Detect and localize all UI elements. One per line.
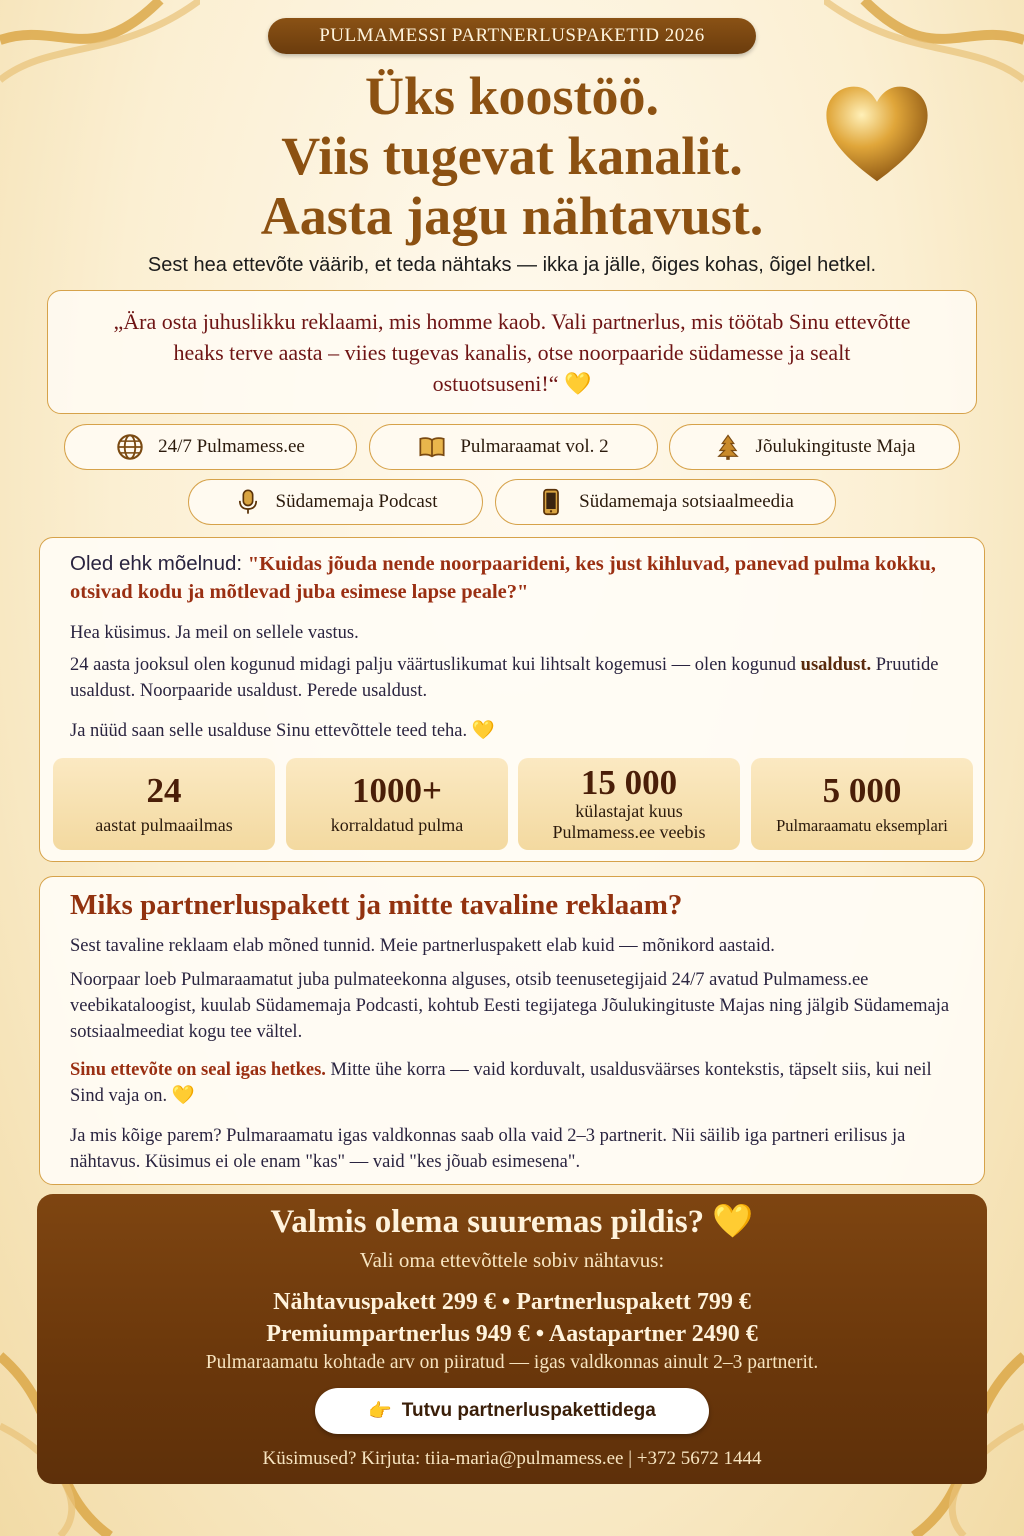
quote-box: „Ära osta juhuslikku reklaami, mis homme kaob. Vali partnerlus, mis töötab Sinu ettevõtte heaks terve aasta – viies tugevas kanalis, otse noorpaaride südamesse ja sealt ostuotsuseni!“ 💛 — [47, 290, 977, 414]
why-card — [39, 876, 985, 1185]
stat-label: Pulmaraamatu eksemplari — [776, 815, 948, 835]
book-icon — [418, 433, 446, 461]
phone-icon — [537, 488, 565, 516]
channel-chip-joulukingituste-maja[interactable] — [669, 424, 960, 470]
microphone-icon — [234, 488, 262, 516]
button-label: Tutvu partnerluspakettidega — [401, 1400, 656, 1421]
intro-text: 24 aasta jooksul olen kogunud midagi palju väärtuslikumat kui lihtsalt kogemusi — olen kogunud — [70, 655, 801, 675]
stat-label: korraldatud pulma — [330, 814, 464, 835]
channel-label: Jõulukingituste Maja — [755, 436, 916, 457]
stat-card — [751, 758, 973, 850]
package-line: Nähtavuspakett 299 € • Partnerluspakett 799 € — [273, 1289, 751, 1315]
headline — [150, 66, 874, 246]
why-paragraph: Sest tavaline reklaam elab mõned tunnid. Meie partnerluspakett elab kuid — mõnikord aastaid. — [70, 936, 775, 956]
cta-subtitle: Vali oma ettevõttele sobiv nähtavus: — [359, 1248, 665, 1272]
channel-label: Südamemaja sotsiaalmeedia — [579, 491, 794, 512]
explore-packages-button[interactable] — [315, 1388, 709, 1434]
cta-panel — [37, 1194, 987, 1484]
intro-text: Pruutide usaldust. Noorpaaride usaldust. Perede usaldust. — [70, 655, 939, 701]
stat-label: aastat pulmaailmas — [95, 814, 233, 835]
headline-line: Viis tugevat kanalit. — [281, 126, 743, 186]
globe-icon — [116, 433, 144, 461]
why-text: Mitte ühe korra — vaid korduvalt, usaldusväärses kontekstis, täpselt siis, kui neil Sind vaja on. 💛 — [70, 1060, 932, 1106]
headline-line: Aasta jagu nähtavust. — [260, 186, 764, 246]
intro-paragraph: Hea küsimus. Ja meil on sellele vastus. — [70, 623, 359, 643]
section-title: Miks partnerluspakett ja mitte tavaline reklaam? — [70, 889, 683, 921]
stat-card — [286, 758, 508, 850]
stat-number: 1000+ — [352, 770, 442, 810]
contact-line[interactable]: Küsimused? Kirjuta: tiia-maria@pulmamess.ee | +372 5672 1444 — [262, 1448, 762, 1469]
why-paragraph: Ja mis kõige parem? Pulmaraamatu igas valdkonnas saab olla vaid 2–3 partnerit. Nii säilib iga partneri erilisus ja nähtavus. Küsimus ei ole enam "kas" — vaid "kes jõuab esimesena". — [70, 1126, 906, 1172]
cta-note: Pulmaraamatu kohtade arv on piiratud — igas valdkonnas ainult 2–3 partnerit. — [205, 1352, 819, 1373]
trust-highlight: usaldust. — [800, 655, 872, 675]
intro-paragraph: Ja nüüd saan selle usalduse Sinu ettevõttele teed teha. 💛 — [70, 721, 495, 741]
intro-question — [70, 550, 954, 606]
channel-chip-podcast[interactable] — [188, 479, 483, 525]
intro-card — [39, 537, 985, 862]
stat-card — [53, 758, 275, 850]
channel-chip-pulmaraamat[interactable] — [369, 424, 658, 470]
channel-label: 24/7 Pulmamess.ee — [158, 436, 305, 457]
stat-card — [518, 758, 740, 850]
why-highlight: Sinu ettevõte on seal igas hetkes. — [70, 1060, 326, 1080]
subtitle: Sest hea ettevõte väärib, et teda nähtaks — ikka ja jälle, õiges kohas, õigel hetkel. — [147, 254, 877, 276]
stat-number: 5 000 — [822, 770, 902, 810]
stat-number: 24 — [146, 770, 182, 810]
pointing-hand-icon: 👉 — [368, 1401, 392, 1422]
why-paragraph — [70, 1057, 954, 1109]
channel-label: Südamemaja Podcast — [275, 491, 438, 512]
tree-icon — [714, 433, 742, 461]
cta-title: Valmis olema suuremas pildis? 💛 — [270, 1204, 754, 1240]
intro-question-text: "Kuidas jõuda nende noorpaarideni, kes just kihluvad, panevad pulma kokku, otsivad kodu ja mõtlevad juba esimese lapse peale?" — [70, 553, 936, 603]
channel-chip-sotsiaalmeedia[interactable] — [495, 479, 836, 525]
why-paragraph: Noorpaar loeb Pulmaraamatut juba pulmateekonna alguses, otsib teenusetegijaid 24/7 avatud Pulmamess.ee veebikataloogist, kuulab Südamemaja Podcasti, kohtub Eesti tegijatega Jõulukingituste Majas ning jälgib Südamemaja sotsiaalmeediat kogu tee vältel. — [70, 970, 950, 1042]
headline-line: Üks koostöö. — [364, 66, 660, 126]
package-list — [37, 1286, 987, 1350]
package-line: Premiumpartnerlus 949 € • Aastapartner 2490 € — [266, 1321, 758, 1347]
channel-label: Pulmaraamat vol. 2 — [460, 436, 609, 457]
top-banner: PULMAMESSI PARTNERLUSPAKETID 2026 — [268, 18, 756, 54]
stat-label: külastajat kuus Pulmamess.ee veebis — [552, 801, 706, 842]
stat-number: 15 000 — [580, 763, 678, 802]
intro-paragraph — [70, 652, 954, 704]
intro-lead: Oled ehk mõelnud: — [70, 552, 248, 575]
gold-heart-icon — [822, 80, 932, 190]
channel-chip-pulmamess[interactable] — [64, 424, 357, 470]
